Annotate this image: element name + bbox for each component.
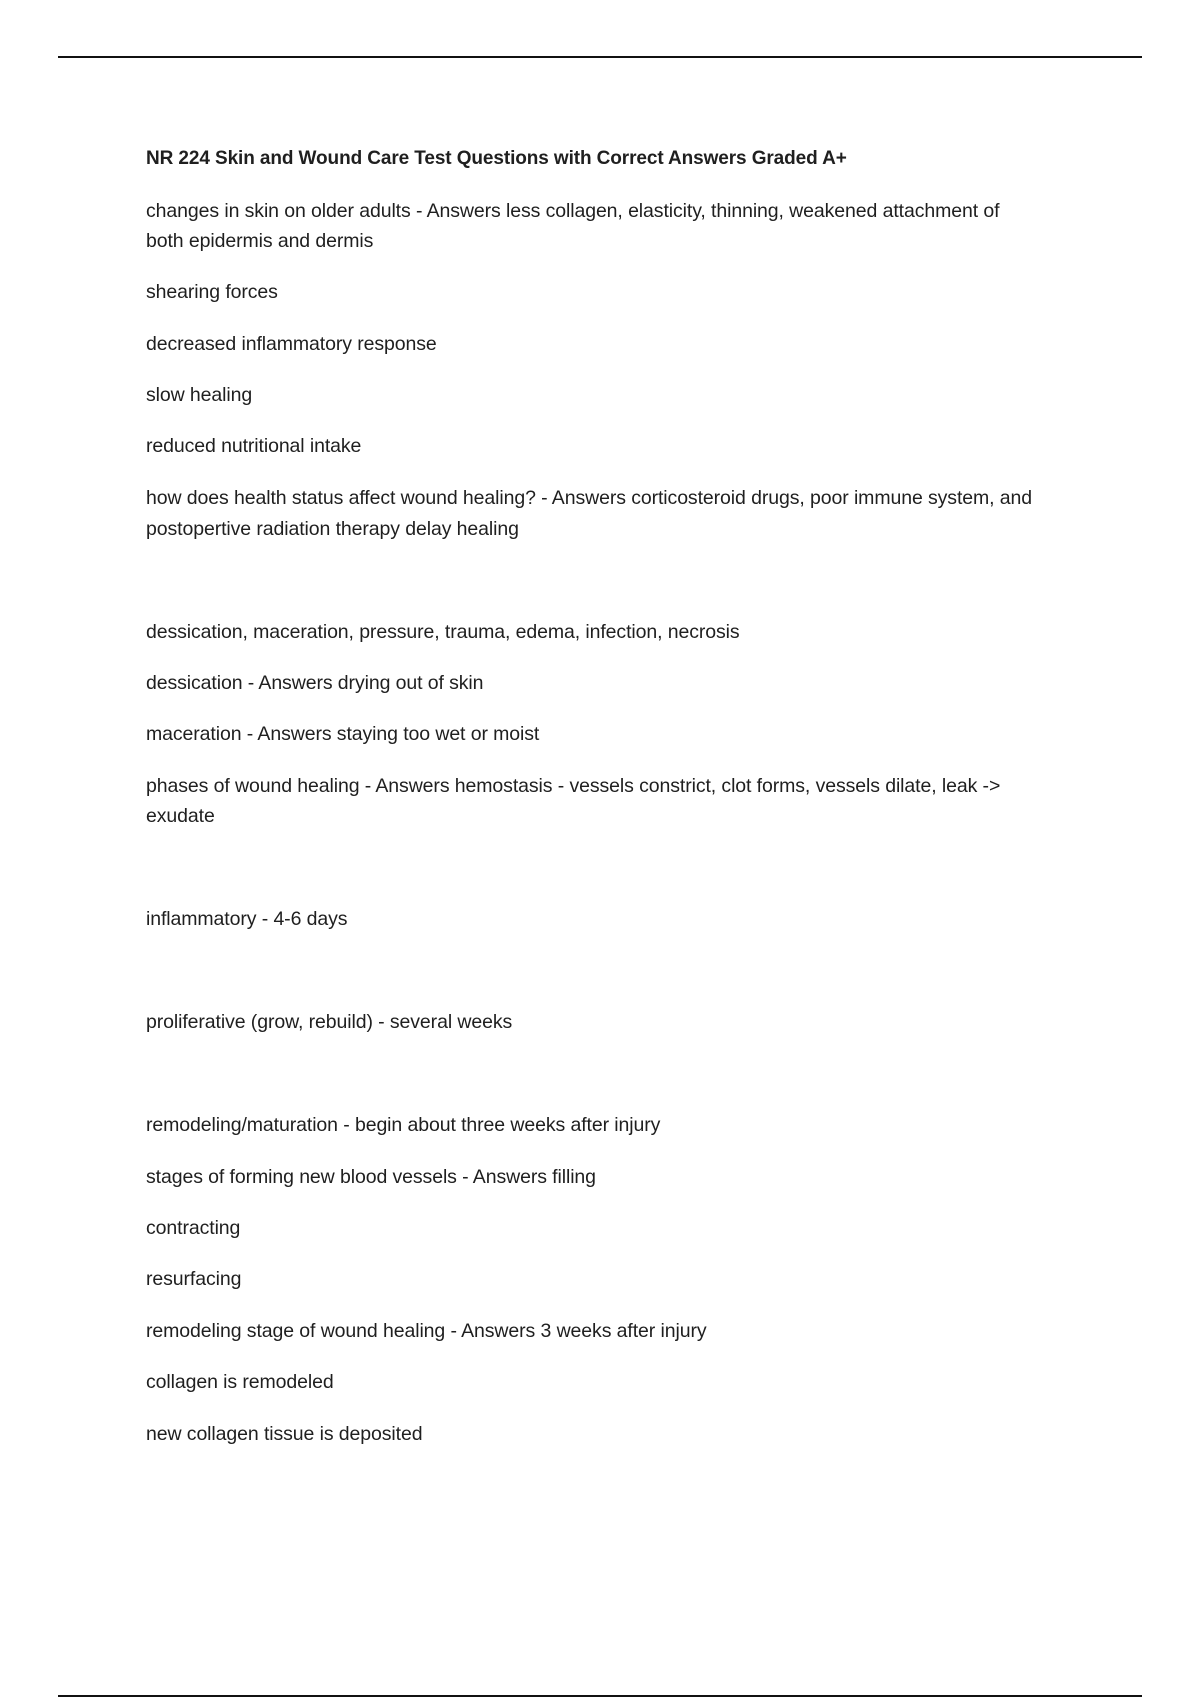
text-line: resurfacing bbox=[146, 1268, 242, 1290]
text-line: slow healing bbox=[146, 384, 253, 406]
text-line: dessication, maceration, pressure, trauma, edema, infection, necrosis bbox=[146, 621, 740, 643]
text-line: both epidermis and dermis bbox=[146, 230, 374, 252]
text-line: shearing forces bbox=[146, 281, 278, 303]
text-line: proliferative (grow, rebuild) - several weeks bbox=[146, 1011, 513, 1033]
text-line: remodeling stage of wound healing - Answers 3 weeks after injury bbox=[146, 1320, 707, 1342]
text-line: inflammatory - 4-6 days bbox=[146, 908, 348, 930]
header-rule bbox=[58, 56, 1142, 58]
text-line: stages of forming new blood vessels - Answers filling bbox=[146, 1166, 596, 1188]
text-line: new collagen tissue is deposited bbox=[146, 1423, 423, 1445]
text-line: exudate bbox=[146, 805, 215, 827]
text-line: reduced nutritional intake bbox=[146, 435, 362, 457]
text-line: remodeling/maturation - begin about three weeks after injury bbox=[146, 1114, 661, 1136]
text-line: changes in skin on older adults - Answers less collagen, elasticity, thinning, weakened attachment of bbox=[146, 200, 1000, 222]
footer-rule bbox=[58, 1695, 1142, 1697]
document-title: NR 224 Skin and Wound Care Test Questions with Correct Answers Graded A+ bbox=[146, 148, 847, 169]
text-line: phases of wound healing - Answers hemostasis - vessels constrict, clot forms, vessels dilate, leak -> bbox=[146, 775, 1001, 797]
text-line: maceration - Answers staying too wet or moist bbox=[146, 723, 540, 745]
text-line: contracting bbox=[146, 1217, 241, 1239]
text-line: dessication - Answers drying out of skin bbox=[146, 672, 484, 694]
text-line: postopertive radiation therapy delay healing bbox=[146, 518, 519, 540]
text-line: decreased inflammatory response bbox=[146, 333, 437, 355]
text-line: how does health status affect wound healing? - Answers corticosteroid drugs, poor immune system, and bbox=[146, 487, 1033, 509]
text-line: collagen is remodeled bbox=[146, 1371, 334, 1393]
